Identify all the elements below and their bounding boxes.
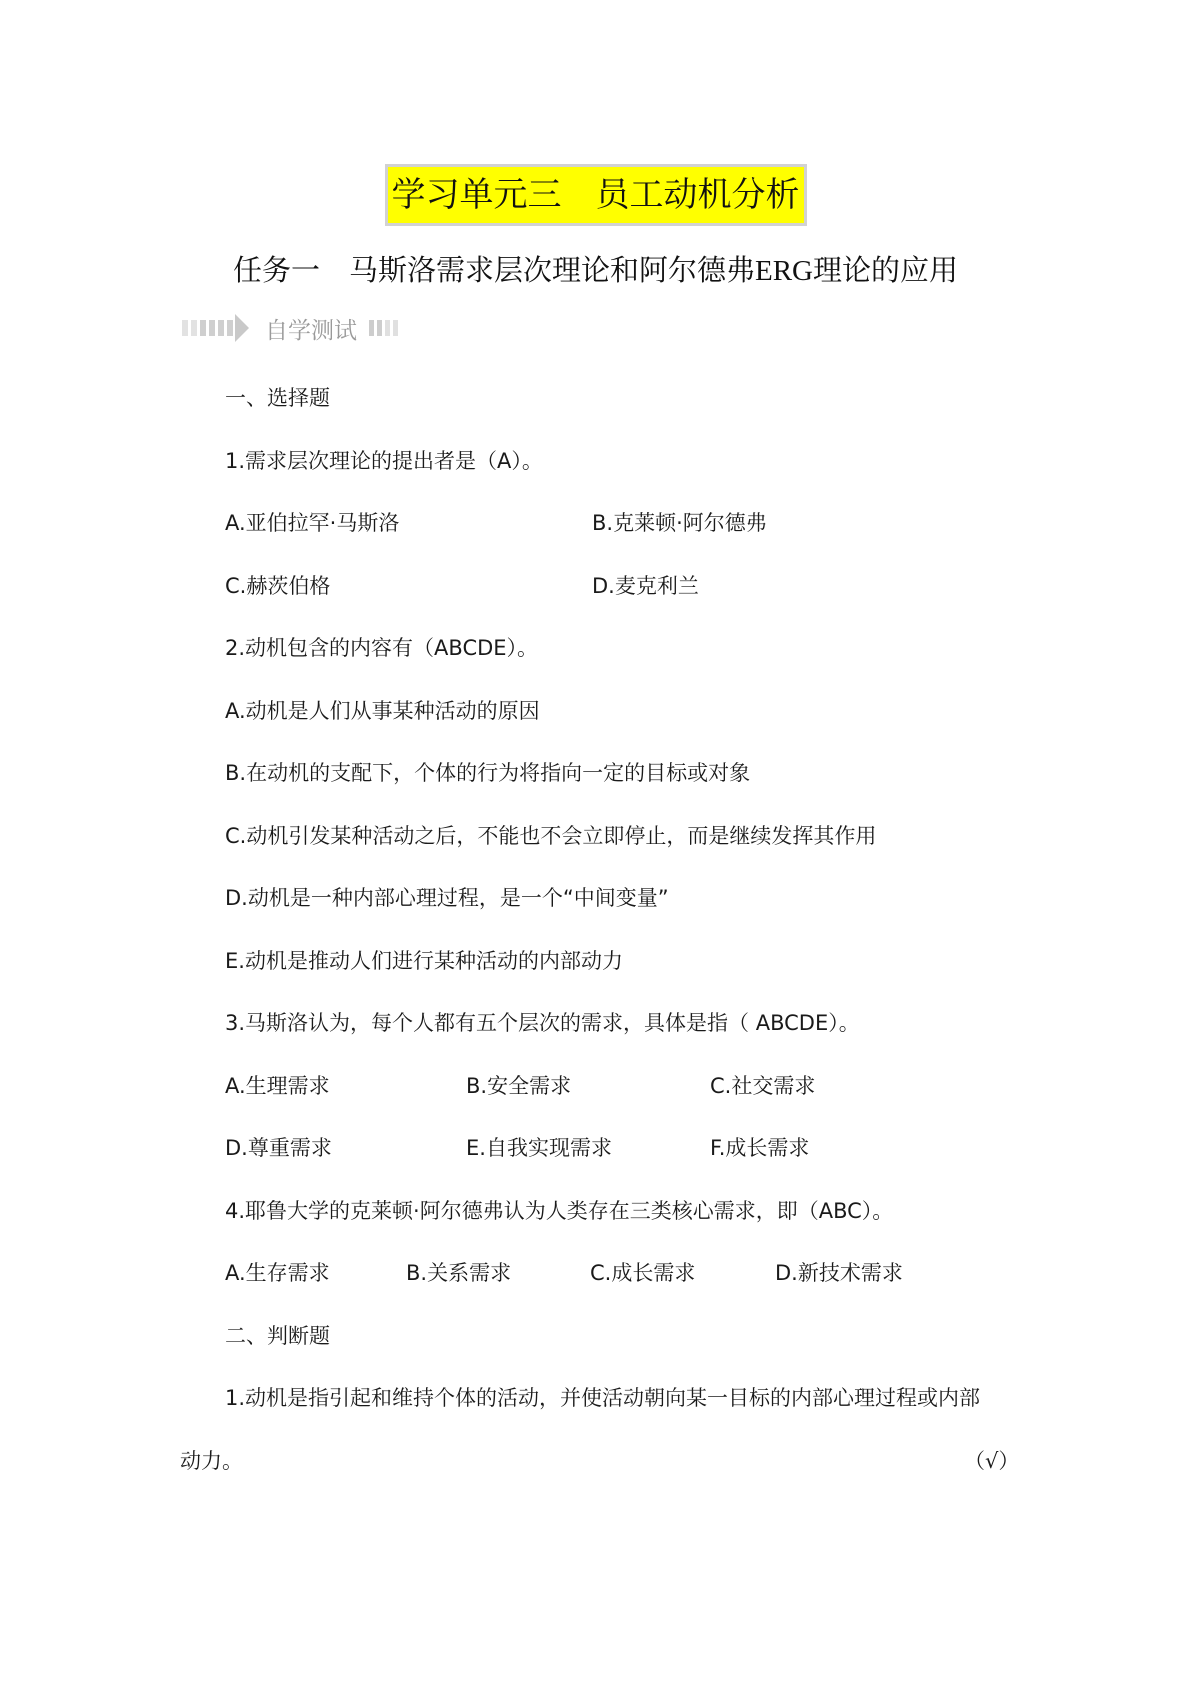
question-2-option-e: E.动机是推动人们进行某种活动的内部动力 [225, 949, 623, 973]
question-3-option-a: A.生理需求 [225, 1074, 330, 1098]
question-2-option-b: B.在动机的支配下，个体的行为将指向一定的目标或对象 [225, 761, 751, 785]
question-2-option-d: D.动机是一种内部心理过程，是一个“中间变量” [225, 886, 669, 910]
question-3-option-c: C.社交需求 [710, 1074, 816, 1098]
judge-1-line-1: 1.动机是指引起和维持个体的活动，并使活动朝向某一目标的内部心理过程或内部 [225, 1386, 981, 1410]
task-title-suffix: 理论的应用 [813, 253, 959, 287]
task-title [0, 250, 1191, 291]
unit-title-text: 学习单元三 员工动机分析 [385, 164, 807, 226]
question-1-option-c: C.赫茨伯格 [225, 574, 331, 598]
question-1-stem: 1.需求层次理论的提出者是（A）。 [225, 449, 543, 473]
judge-1-answer: （√） [964, 1449, 1020, 1473]
question-1-option-b: B.克莱顿·阿尔德弗 [592, 511, 767, 535]
question-2-option-c: C.动机引发某种活动之后，不能也不会立即停止，而是继续发挥其作用 [225, 824, 877, 848]
decorative-bars-icon [369, 320, 401, 336]
unit-title [0, 164, 1191, 226]
question-4-option-c: C.成长需求 [590, 1261, 696, 1285]
question-3-option-f: F.成长需求 [710, 1136, 810, 1160]
arrow-right-icon [182, 314, 249, 342]
question-2-stem: 2.动机包含的内容有（ABCDE）。 [225, 636, 539, 660]
task-title-prefix: 任务一 马斯洛需求层次理论和阿尔德弗 [232, 253, 755, 287]
judge-1-line-2: 动力。 [180, 1449, 243, 1473]
question-1-option-d: D.麦克利兰 [592, 574, 699, 598]
section-heading-choice: 一、选择题 [225, 386, 330, 410]
question-3-option-e: E.自我实现需求 [466, 1136, 612, 1160]
question-3-stem: 3.马斯洛认为，每个人都有五个层次的需求，具体是指（ ABCDE）。 [225, 1011, 860, 1035]
question-4-option-a: A.生存需求 [225, 1261, 330, 1285]
self-test-banner [182, 308, 401, 348]
task-title-latin: ERG [755, 255, 813, 287]
question-4-stem: 4.耶鲁大学的克莱顿·阿尔德弗认为人类存在三类核心需求，即（ABC）。 [225, 1199, 894, 1223]
question-2-option-a: A.动机是人们从事某种活动的原因 [225, 699, 540, 723]
question-4-option-b: B.关系需求 [406, 1261, 512, 1285]
question-1-option-a: A.亚伯拉罕·马斯洛 [225, 511, 400, 535]
self-test-label: 自学测试 [265, 317, 357, 344]
section-heading-judge: 二、判断题 [225, 1324, 330, 1348]
question-3-option-d: D.尊重需求 [225, 1136, 332, 1160]
question-3-option-b: B.安全需求 [466, 1074, 572, 1098]
question-4-option-d: D.新技术需求 [775, 1261, 903, 1285]
